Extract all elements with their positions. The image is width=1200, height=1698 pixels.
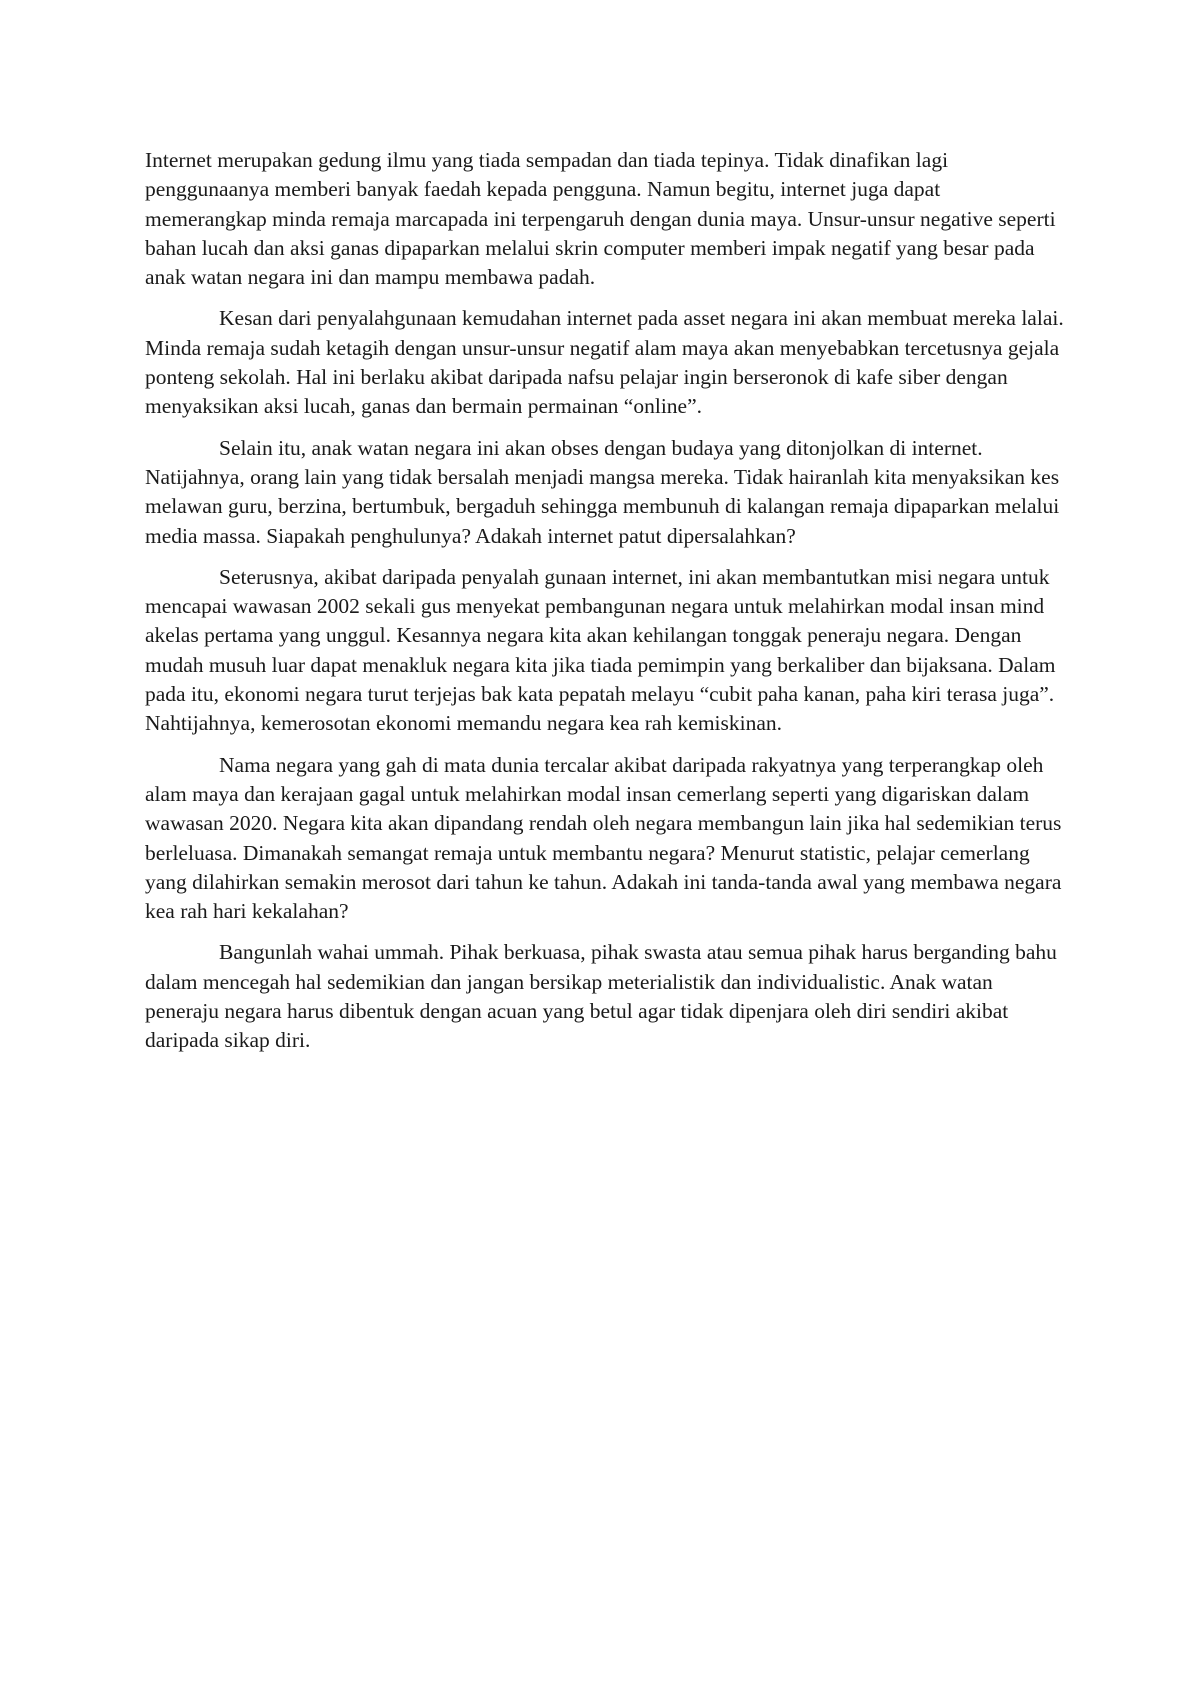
paragraph-bangunlah: Bangunlah wahai ummah. Pihak berkuasa, pihak swasta atau semua pihak harus berganding bahu dalam mencegah hal sedemikian dan jangan bersikap meterialistik dan individualistic. Anak watan peneraju negara harus dibentuk dengan acuan yang betul agar tidak dipenjara oleh diri sendiri akibat daripada sikap diri. <box>145 940 1057 1053</box>
paragraph-selain-itu: Selain itu, anak watan negara ini akan obses dengan budaya yang ditonjolkan di internet. Natijahnya, orang lain yang tidak bersalah menjadi mangsa mereka. Tidak hairanlah kita menyaksikan kes melawan guru, berzina, bertumbuk, bergaduh sehingga membunuh di kalangan remaja dipaparkan melalui media massa. Siapakah penghulunya? Adakah internet patut dipersalahkan? <box>145 435 1060 548</box>
paragraph-intro: Internet merupakan gedung ilmu yang tiada sempadan dan tiada tepinya. Tidak dinafikan lagi penggunaanya memberi banyak faedah kepada pengguna. Namun begitu, internet juga dapat memerangkap minda remaja marcapada ini terpengaruh dengan dunia maya. Unsur-unsur negative seperti bahan lucah dan aksi ganas dipaparkan melalui skrin computer memberi impak negatif yang besar pada anak watan negara ini dan mampu membawa padah. <box>145 148 1056 290</box>
paragraph-kesan: Kesan dari penyalahgunaan kemudahan internet pada asset negara ini akan membuat mereka lalai. Minda remaja sudah ketagih dengan unsur-unsur negatif alam maya akan menyebabkan tercetusnya gejala ponteng sekolah. Hal ini berlaku akibat daripada nafsu pelajar ingin berseronok di kafe siber dengan menyaksikan aksi lucah, ganas dan bermain permainan “online”. <box>145 306 1064 419</box>
document-body <box>145 146 1065 1068</box>
paragraph-seterusnya: Seterusnya, akibat daripada penyalah gunaan internet, ini akan membantutkan misi negara untuk mencapai wawasan 2002 sekali gus menyekat pembangunan negara untuk melahirkan modal insan mind akelas pertama yang unggul. Kesannya negara kita akan kehilangan tonggak peneraju negara. Dengan mudah musuh luar dapat menakluk negara kita jika tiada pemimpin yang berkaliber dan bijaksana. Dalam pada itu, ekonomi negara turut terjejas bak kata pepatah melayu “cubit paha kanan, paha kiri terasa juga”. Nahtijahnya, kemerosotan ekonomi memandu negara kea rah kemiskinan. <box>145 564 1056 736</box>
paragraph-nama-negara: Nama negara yang gah di mata dunia tercalar akibat daripada rakyatnya yang terperangkap oleh alam maya dan kerajaan gagal untuk melahirkan modal insan cemerlang seperti yang digariskan dalam wawasan 2020. Negara kita akan dipandang rendah oleh negara membangun lain jika hal sedemikian terus berleluasa. Dimanakah semangat remaja untuk membantu negara? Menurut statistic, pelajar cemerlang yang dilahirkan semakin merosot dari tahun ke tahun. Adakah ini tanda-tanda awal yang membawa negara kea rah hari kekalahan? <box>145 752 1062 924</box>
